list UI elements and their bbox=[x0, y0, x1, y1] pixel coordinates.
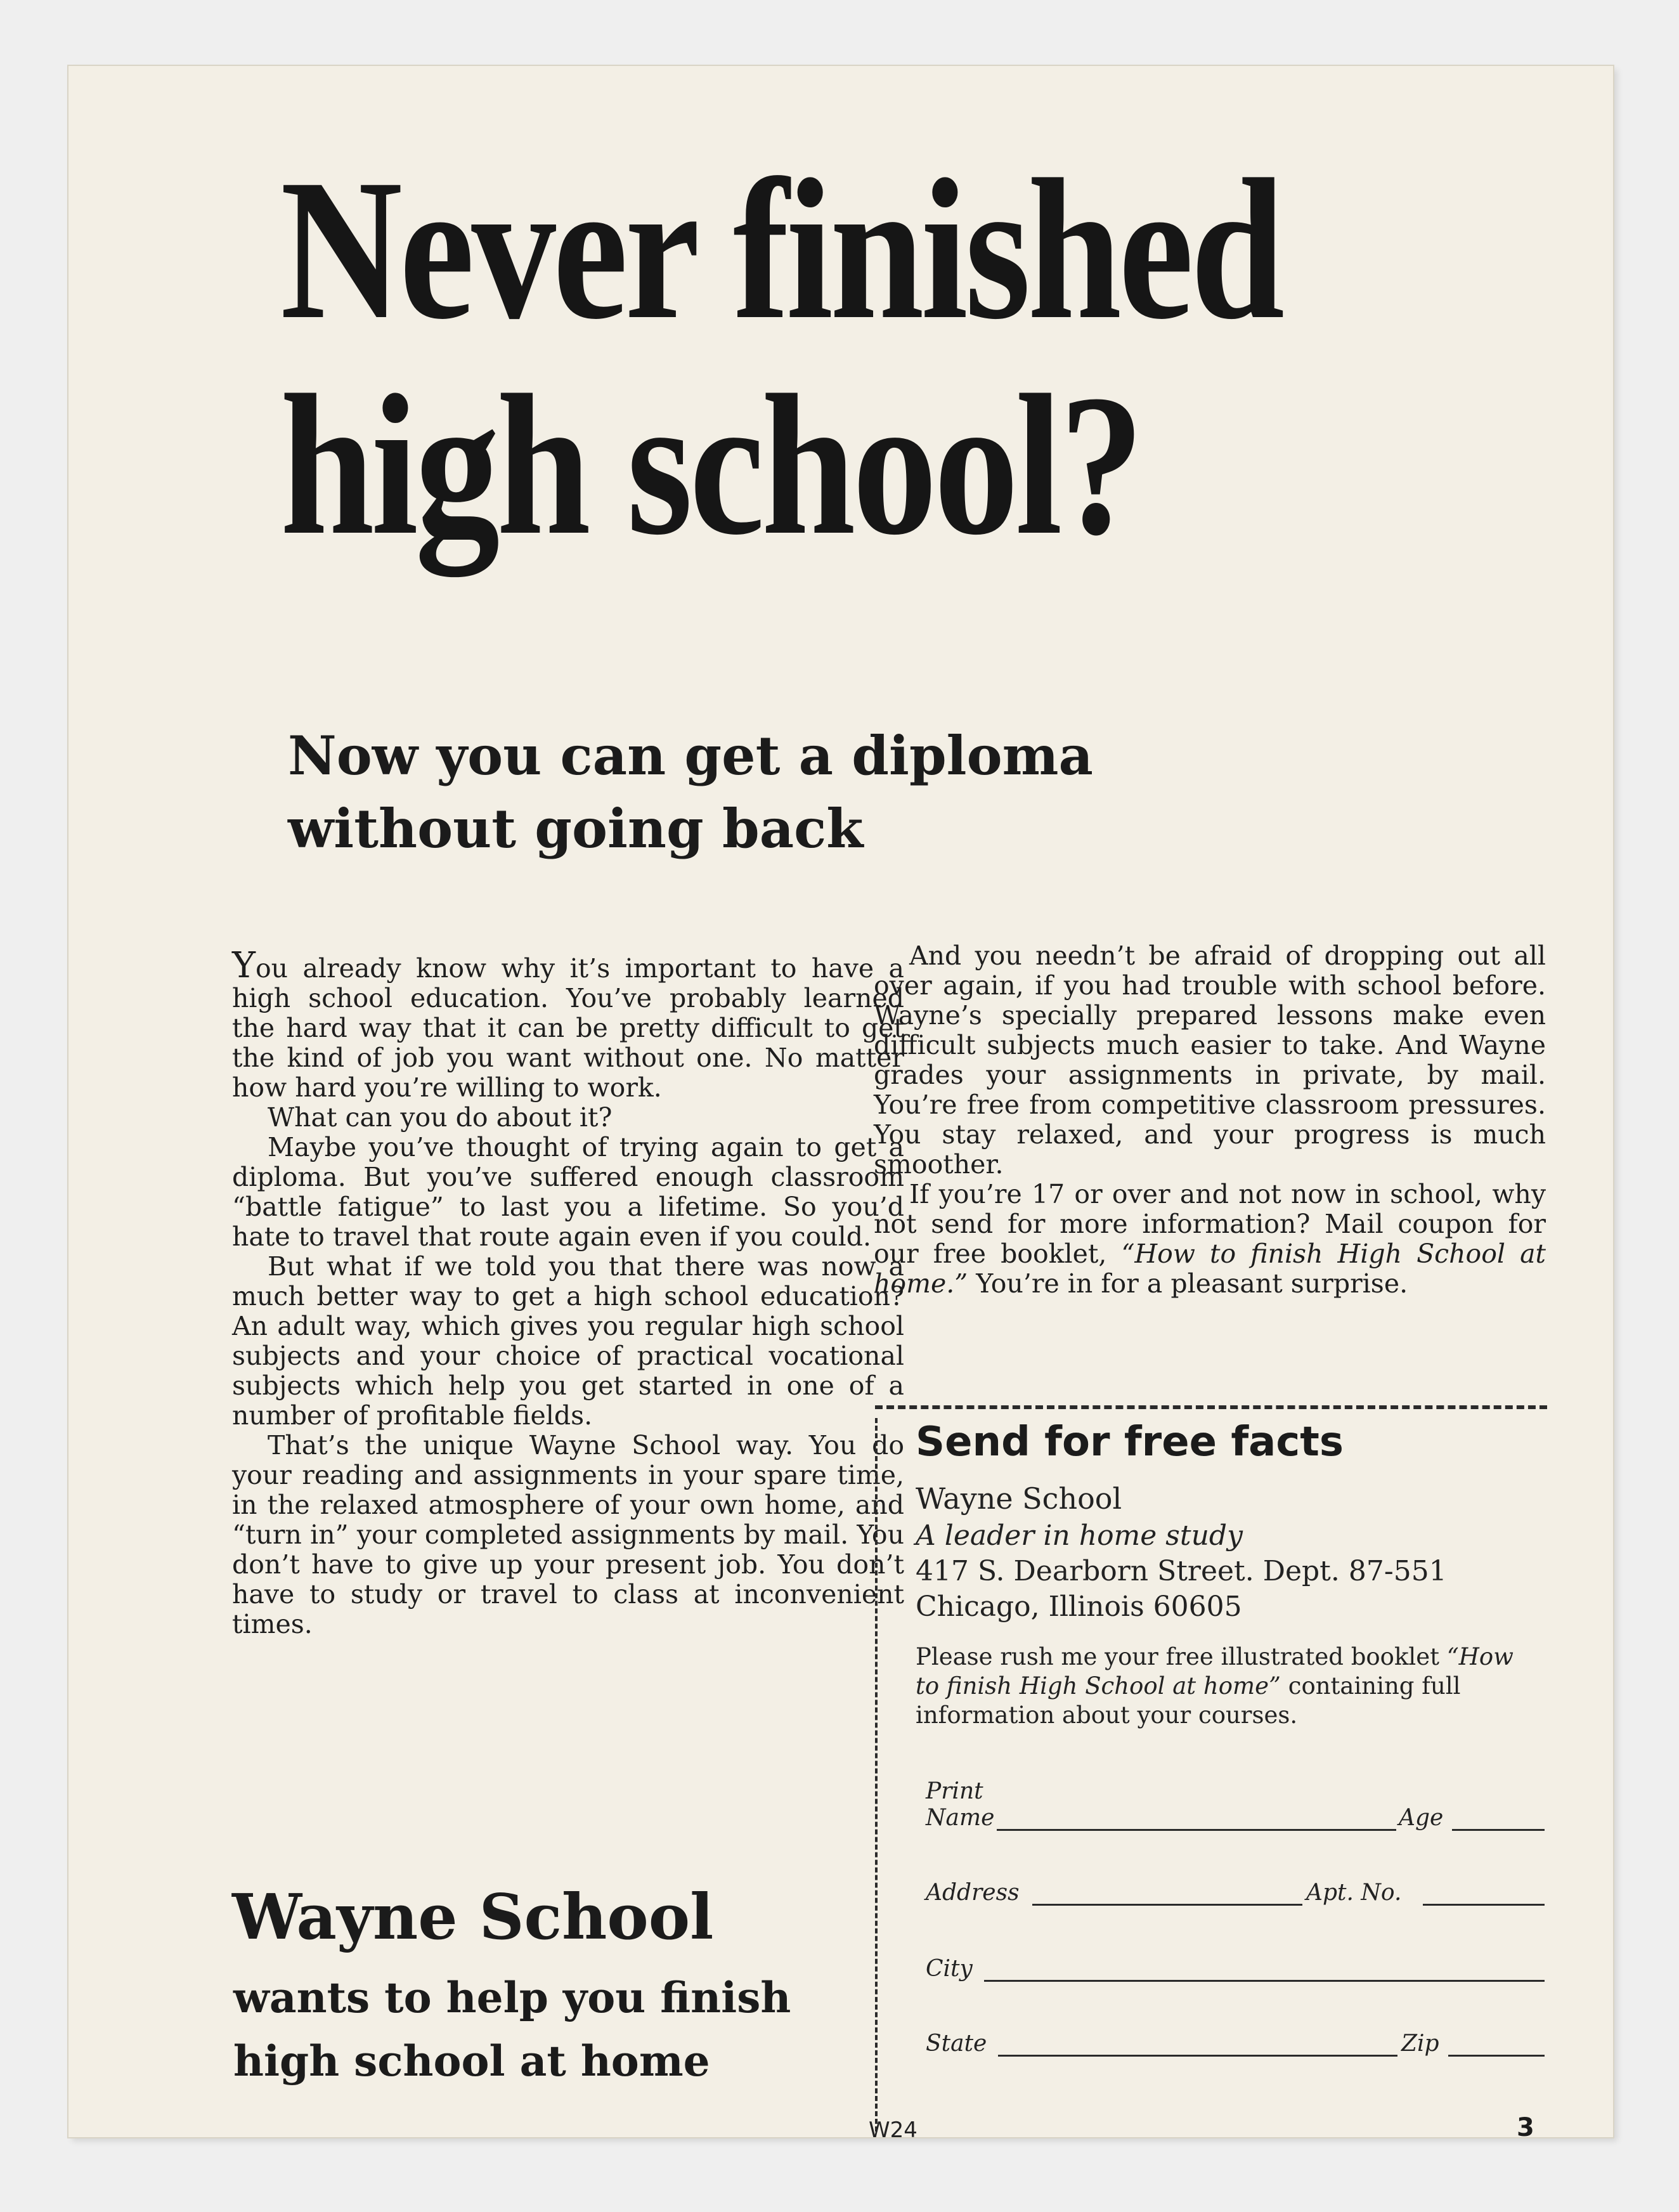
state-label: State bbox=[926, 2031, 987, 2057]
body-paragraph: That’s the unique Wayne School way. You do your reading and assignments in your spare time, in the relaxed atmosphere of your own home, and “turn in” your completed assignments by mail. You don’t have to give up your present job. You don’t have to study or travel to class at inconvenient times. bbox=[232, 1430, 904, 1639]
address-label: Address bbox=[926, 1880, 1020, 1906]
zip-label: Zip bbox=[1401, 2031, 1439, 2057]
name-label: Name bbox=[926, 1805, 995, 1831]
age-field[interactable] bbox=[1452, 1829, 1545, 1831]
body-paragraph: You already know why it’s important to have a high school education. You’ve probably learned the hard way that it can be pretty difficult to get the kind of job you want without one. No matter how hard you’re willing to work. bbox=[232, 945, 904, 1103]
school-tagline-line-1: wants to help you finish bbox=[233, 1973, 791, 2022]
page-number: 3 bbox=[1517, 2113, 1534, 2142]
coupon-tagline: A leader in home study bbox=[916, 1519, 1243, 1552]
booklet-title: “How to finish High School at home.” bbox=[874, 1239, 1546, 1299]
paragraph-text: You’re in for a pleasant surprise. bbox=[976, 1268, 1408, 1299]
headline-line-1: Never finished bbox=[280, 138, 1282, 361]
print-label: Print bbox=[926, 1778, 983, 1804]
coupon-code: W24 bbox=[869, 2118, 917, 2143]
coupon-title: Send for free facts bbox=[916, 1419, 1344, 1466]
age-label: Age bbox=[1399, 1805, 1444, 1831]
subheadline-line-1: Now you can get a diploma bbox=[288, 724, 1093, 787]
request-text: containing full information about your courses. bbox=[916, 1672, 1461, 1729]
body-paragraph: What can you do about it? bbox=[268, 1102, 613, 1133]
coupon bbox=[916, 1417, 1543, 1730]
coupon-address-block bbox=[916, 1479, 1543, 1625]
paragraph-text: If you’re 17 or over and not now in school, why not send for more information? Mail coupon for our free booklet, bbox=[874, 1179, 1546, 1269]
body-paragraph: But what if we told you that there was now a much better way to get a high school education? An adult way, which gives you regular high school subjects and your choice of practical vocational subjects which help you get started in one of a number of profitable fields. bbox=[232, 1251, 904, 1431]
coupon-street: 417 S. Dearborn Street. Dept. 87-551 bbox=[916, 1555, 1447, 1587]
subheadline-line-2: without going back bbox=[288, 797, 864, 860]
coupon-dashed-border-top bbox=[875, 1405, 1547, 1409]
school-tagline-line-2: high school at home bbox=[233, 2036, 710, 2086]
body-paragraph bbox=[874, 1180, 1546, 1299]
subheadline bbox=[288, 719, 1366, 865]
coupon-request-text bbox=[916, 1643, 1543, 1730]
coupon-dashed-border-left bbox=[875, 1418, 878, 2131]
name-field[interactable] bbox=[997, 1829, 1396, 1831]
coupon-city-line: Chicago, Illinois 60605 bbox=[916, 1591, 1242, 1623]
address-field[interactable] bbox=[1032, 1904, 1302, 1906]
state-field[interactable] bbox=[998, 2055, 1397, 2057]
body-left-column bbox=[232, 945, 904, 1639]
body-paragraph: And you needn’t be afraid of dropping out all over again, if you had trouble with school before. Wayne’s specially prepared lessons make even difficult subjects much easier to take. And Wayne grades your assignments in private, by mail. You’re free from competitive classroom pressures. You stay relaxed, and your progress is much smoother. bbox=[874, 940, 1546, 1180]
request-text: Please rush me your free illustrated booklet bbox=[916, 1643, 1439, 1670]
request-booklet-title: “How to finish High School at home” bbox=[916, 1643, 1514, 1700]
apt-field[interactable] bbox=[1423, 1904, 1545, 1906]
magazine-page bbox=[68, 66, 1613, 2143]
apt-label: Apt. No. bbox=[1306, 1880, 1402, 1906]
school-name-title: Wayne School bbox=[232, 1881, 714, 1954]
city-field[interactable] bbox=[984, 1980, 1545, 1982]
zip-field[interactable] bbox=[1448, 2055, 1545, 2057]
body-right-column bbox=[874, 941, 1546, 1299]
headline-line-2: high school? bbox=[280, 353, 1141, 576]
school-tagline bbox=[233, 1966, 931, 2093]
coupon-school-name: Wayne School bbox=[916, 1481, 1122, 1516]
city-label: City bbox=[926, 1956, 973, 1982]
body-paragraph: Maybe you’ve thought of trying again to get a diploma. But you’ve suffered enough classroom “battle fatigue” to last you a lifetime. So you’d hate to travel that route again even if you could. bbox=[232, 1132, 904, 1252]
